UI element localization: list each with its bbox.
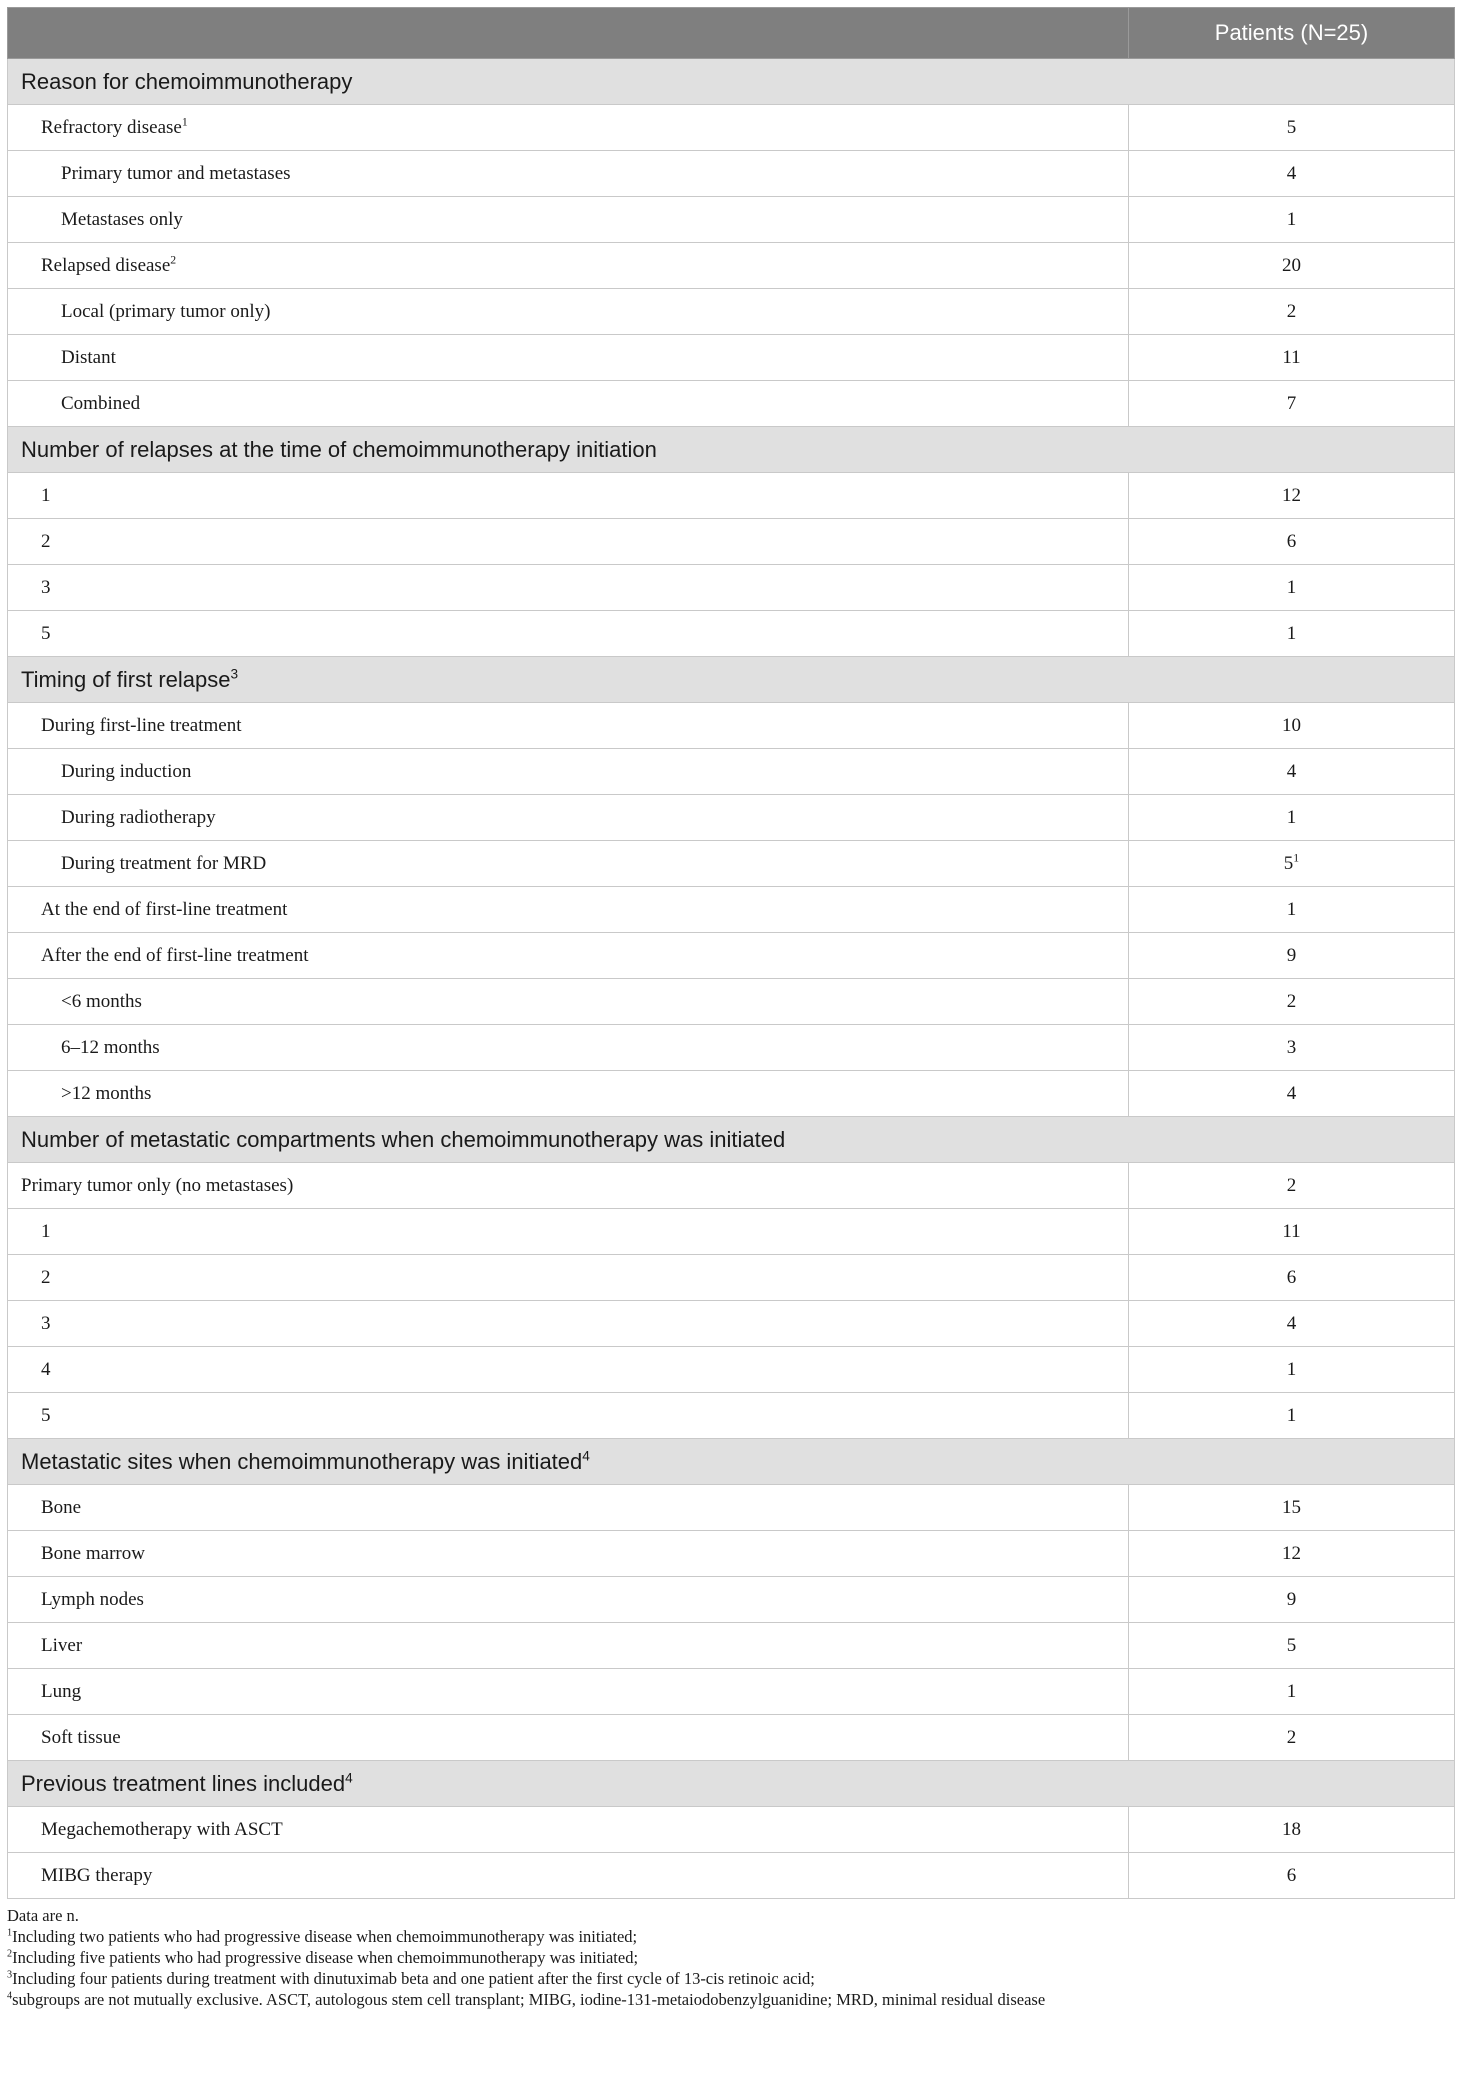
- row-label-cell: [8, 1347, 1129, 1393]
- row-label: Combined: [61, 392, 141, 414]
- row-value: 15: [1282, 1496, 1301, 1518]
- footnote-marker: 1: [7, 1927, 13, 1939]
- section-title: [8, 427, 1455, 473]
- row-label: 1: [41, 1220, 51, 1242]
- row-value-cell: [1129, 1669, 1455, 1715]
- table-row: [8, 335, 1455, 381]
- row-label: Local (primary tumor only): [61, 300, 271, 322]
- row-label-cell: [8, 1301, 1129, 1347]
- row-value: 18: [1282, 1818, 1301, 1840]
- row-label-cell: [8, 1255, 1129, 1301]
- row-value: 1: [1286, 806, 1297, 828]
- row-label: Megachemotherapy with ASCT: [41, 1818, 283, 1840]
- table-row: [8, 519, 1455, 565]
- table-row: [8, 703, 1455, 749]
- table-row: [8, 979, 1455, 1025]
- section-title-text: Reason for chemoimmunotherapy: [21, 68, 353, 94]
- row-label: 2: [41, 530, 51, 552]
- table-row: [8, 611, 1455, 657]
- row-value-superscript: 1: [1293, 851, 1300, 865]
- section-title-text: Previous treatment lines included: [21, 1770, 346, 1796]
- row-label-cell: [8, 565, 1129, 611]
- row-label: Metastases only: [61, 208, 183, 230]
- row-value-cell: [1129, 887, 1455, 933]
- table-header-row: [8, 8, 1455, 59]
- footnote-text: Including four patients during treatment with dinutuximab beta and one patient after the first cycle of 13-cis retinoic acid;: [12, 1969, 815, 1988]
- row-value-cell: [1129, 151, 1455, 197]
- table-row: [8, 243, 1455, 289]
- footnote: [7, 1947, 1454, 1968]
- section-title-text: Metastatic sites when chemoimmunotherapy was initiated: [21, 1448, 583, 1474]
- row-value: 1: [1286, 208, 1297, 230]
- section-title: [8, 657, 1455, 703]
- row-label-cell: [8, 933, 1129, 979]
- table-row: [8, 105, 1455, 151]
- row-label: MIBG therapy: [41, 1864, 153, 1886]
- row-label: Distant: [61, 346, 116, 368]
- footnote: [7, 1989, 1454, 2010]
- row-label: During radiotherapy: [61, 806, 216, 828]
- table-row: [8, 1301, 1455, 1347]
- row-value: 6: [1286, 1266, 1297, 1288]
- row-label: 3: [41, 576, 51, 598]
- row-label-superscript: 2: [170, 253, 177, 267]
- row-value-cell: [1129, 1853, 1455, 1899]
- row-value-cell: [1129, 1531, 1455, 1577]
- row-label-cell: [8, 1669, 1129, 1715]
- footnote-text: subgroups are not mutually exclusive. ASCT, autologous stem cell transplant; MIBG, iodine-131-metaiodobenzylguanidine; MRD, minimal residual disease: [12, 1990, 1046, 2009]
- row-label-cell: [8, 749, 1129, 795]
- row-label: Primary tumor and metastases: [61, 162, 291, 184]
- row-value: 7: [1286, 392, 1297, 414]
- row-label: 5: [41, 622, 51, 644]
- row-value: 2: [1286, 990, 1297, 1012]
- section-title: [8, 1439, 1455, 1485]
- row-label-cell: [8, 1163, 1129, 1209]
- table-row: [8, 1485, 1455, 1531]
- section-title-superscript: 4: [345, 1770, 353, 1786]
- row-value-cell: [1129, 749, 1455, 795]
- row-value: 1: [1286, 898, 1297, 920]
- row-value: 10: [1282, 714, 1301, 736]
- row-value-cell: [1129, 197, 1455, 243]
- row-label-cell: [8, 197, 1129, 243]
- row-value-cell: [1129, 1577, 1455, 1623]
- section-header-row: [8, 427, 1455, 473]
- row-value-cell: [1129, 335, 1455, 381]
- table-row: [8, 1163, 1455, 1209]
- row-label: Relapsed disease: [41, 254, 171, 276]
- row-label-cell: [8, 1577, 1129, 1623]
- row-label: During first-line treatment: [41, 714, 242, 736]
- table-row: [8, 887, 1455, 933]
- row-label-cell: [8, 887, 1129, 933]
- row-value-cell: [1129, 1393, 1455, 1439]
- row-value: 2: [1286, 1174, 1297, 1196]
- row-label: <6 months: [61, 990, 142, 1012]
- row-label: 5: [41, 1404, 51, 1426]
- table-row: [8, 1025, 1455, 1071]
- table-row: [8, 381, 1455, 427]
- footnote-text: Data are n.: [7, 1906, 79, 1925]
- row-value-cell: [1129, 1715, 1455, 1761]
- row-label: 2: [41, 1266, 51, 1288]
- table-row: [8, 1807, 1455, 1853]
- table-row: [8, 473, 1455, 519]
- row-value: 9: [1286, 944, 1297, 966]
- table-row: [8, 1071, 1455, 1117]
- row-label: Bone: [41, 1496, 82, 1518]
- row-value: 4: [1286, 162, 1297, 184]
- row-value-cell: [1129, 565, 1455, 611]
- row-label-cell: [8, 1025, 1129, 1071]
- footnote: [7, 1968, 1454, 1989]
- row-label-cell: [8, 1209, 1129, 1255]
- section-title: [8, 1117, 1455, 1163]
- table-row: [8, 1347, 1455, 1393]
- row-label: Lymph nodes: [41, 1588, 144, 1610]
- row-value-cell: [1129, 841, 1455, 887]
- row-value-cell: [1129, 1163, 1455, 1209]
- row-value-cell: [1129, 519, 1455, 565]
- row-label-cell: [8, 381, 1129, 427]
- row-label: 6–12 months: [61, 1036, 160, 1058]
- row-value: 5: [1283, 852, 1294, 874]
- footnote-marker: 4: [7, 1990, 13, 2002]
- table-row: [8, 749, 1455, 795]
- section-title-text: Number of relapses at the time of chemoimmunotherapy initiation: [21, 436, 657, 462]
- row-value: 5: [1286, 116, 1297, 138]
- table-row: [8, 1669, 1455, 1715]
- section-header-row: [8, 1761, 1455, 1807]
- table-row: [8, 1853, 1455, 1899]
- row-label: Primary tumor only (no metastases): [21, 1174, 294, 1196]
- table-row: [8, 795, 1455, 841]
- row-label-cell: [8, 1393, 1129, 1439]
- row-value-cell: [1129, 1071, 1455, 1117]
- table-row: [8, 565, 1455, 611]
- table-row: [8, 1209, 1455, 1255]
- row-value-cell: [1129, 611, 1455, 657]
- row-label-cell: [8, 519, 1129, 565]
- section-title-text: Number of metastatic compartments when chemoimmunotherapy was initiated: [21, 1126, 786, 1152]
- header-label-cell: [8, 8, 1129, 59]
- row-value-cell: [1129, 795, 1455, 841]
- row-value: 3: [1286, 1036, 1297, 1058]
- row-label: 4: [41, 1358, 51, 1380]
- table-body: [8, 59, 1455, 1899]
- row-value: 12: [1282, 484, 1301, 506]
- row-value: 1: [1286, 622, 1297, 644]
- row-value: 5: [1286, 1634, 1297, 1656]
- row-label: Refractory disease: [41, 116, 182, 138]
- row-value: 4: [1286, 1082, 1297, 1104]
- table-row: [8, 1577, 1455, 1623]
- row-value: 6: [1286, 1864, 1297, 1886]
- row-value: 9: [1286, 1588, 1297, 1610]
- row-value: 1: [1286, 1404, 1297, 1426]
- footnote-marker: 3: [7, 1969, 13, 1981]
- row-value-cell: [1129, 979, 1455, 1025]
- table-row: [8, 289, 1455, 335]
- row-label-cell: [8, 611, 1129, 657]
- table-row: [8, 197, 1455, 243]
- row-value: 11: [1282, 1220, 1301, 1242]
- row-value: 4: [1286, 760, 1297, 782]
- row-label-cell: [8, 1853, 1129, 1899]
- row-label: At the end of first-line treatment: [41, 898, 288, 920]
- row-value-cell: [1129, 1301, 1455, 1347]
- row-label-cell: [8, 979, 1129, 1025]
- row-value: 20: [1282, 254, 1301, 276]
- table-row: [8, 151, 1455, 197]
- table-row: [8, 1531, 1455, 1577]
- section-title-superscript: 3: [230, 666, 239, 682]
- table-container: [7, 7, 1454, 2010]
- header-patients-cell: Patients (N=25): [1129, 8, 1455, 59]
- row-value: 1: [1286, 1680, 1297, 1702]
- row-label-cell: [8, 473, 1129, 519]
- row-label-cell: [8, 841, 1129, 887]
- row-label: 1: [41, 484, 51, 506]
- row-value-cell: [1129, 105, 1455, 151]
- row-value-cell: [1129, 933, 1455, 979]
- row-value-cell: [1129, 1623, 1455, 1669]
- row-label: Bone marrow: [41, 1542, 145, 1564]
- table-row: [8, 841, 1455, 887]
- row-value: 1: [1286, 1358, 1297, 1380]
- row-label-cell: [8, 105, 1129, 151]
- section-header-row: [8, 59, 1455, 105]
- footnote-text: Including five patients who had progressive disease when chemoimmunotherapy was initiated;: [12, 1948, 639, 1967]
- row-value-cell: [1129, 1209, 1455, 1255]
- row-label: Liver: [41, 1634, 83, 1656]
- row-value-cell: [1129, 1485, 1455, 1531]
- row-label-superscript: 1: [181, 115, 188, 129]
- row-label-cell: [8, 1807, 1129, 1853]
- row-label-cell: [8, 1715, 1129, 1761]
- table-row: [8, 1255, 1455, 1301]
- row-value: 2: [1286, 300, 1297, 322]
- row-label: During treatment for MRD: [61, 852, 267, 874]
- section-title: [8, 1761, 1455, 1807]
- row-label-cell: [8, 1071, 1129, 1117]
- row-label: Lung: [41, 1680, 82, 1702]
- footnote: [7, 1905, 1454, 1926]
- table-footnotes: [7, 1905, 1454, 2010]
- row-value-cell: [1129, 1025, 1455, 1071]
- section-header-row: [8, 1439, 1455, 1485]
- section-header-row: [8, 1117, 1455, 1163]
- row-label-cell: [8, 151, 1129, 197]
- row-label-cell: [8, 1623, 1129, 1669]
- footnote: [7, 1926, 1454, 1947]
- row-value-cell: [1129, 1807, 1455, 1853]
- table-row: [8, 933, 1455, 979]
- row-label-cell: [8, 1485, 1129, 1531]
- row-label: >12 months: [61, 1082, 152, 1104]
- row-label: After the end of first-line treatment: [41, 944, 309, 966]
- row-label-cell: [8, 795, 1129, 841]
- table-row: [8, 1393, 1455, 1439]
- row-value-cell: [1129, 381, 1455, 427]
- row-label: During induction: [61, 760, 192, 782]
- row-value: 12: [1282, 1542, 1301, 1564]
- row-value-cell: [1129, 703, 1455, 749]
- section-header-row: [8, 657, 1455, 703]
- row-value-cell: [1129, 1347, 1455, 1393]
- section-title-text: Timing of first relapse: [21, 666, 231, 692]
- row-label: Soft tissue: [41, 1726, 121, 1748]
- row-value: 4: [1286, 1312, 1297, 1334]
- row-label-cell: [8, 243, 1129, 289]
- row-label: 3: [41, 1312, 51, 1334]
- table-row: [8, 1715, 1455, 1761]
- row-value: 6: [1286, 530, 1297, 552]
- row-value: 2: [1286, 1726, 1297, 1748]
- row-label-cell: [8, 335, 1129, 381]
- footnote-marker: 2: [7, 1948, 13, 1960]
- row-value-cell: [1129, 473, 1455, 519]
- row-label-cell: [8, 289, 1129, 335]
- row-label-cell: [8, 703, 1129, 749]
- footnote-text: Including two patients who had progressive disease when chemoimmunotherapy was initiated;: [12, 1927, 638, 1946]
- section-title: [8, 59, 1455, 105]
- row-label-cell: [8, 1531, 1129, 1577]
- section-title-superscript: 4: [582, 1448, 590, 1464]
- row-value-cell: [1129, 289, 1455, 335]
- row-value: 1: [1286, 576, 1297, 598]
- row-value-cell: [1129, 1255, 1455, 1301]
- row-value-cell: [1129, 243, 1455, 289]
- row-value: 11: [1282, 346, 1301, 368]
- patient-characteristics-table: [7, 7, 1455, 1899]
- table-row: [8, 1623, 1455, 1669]
